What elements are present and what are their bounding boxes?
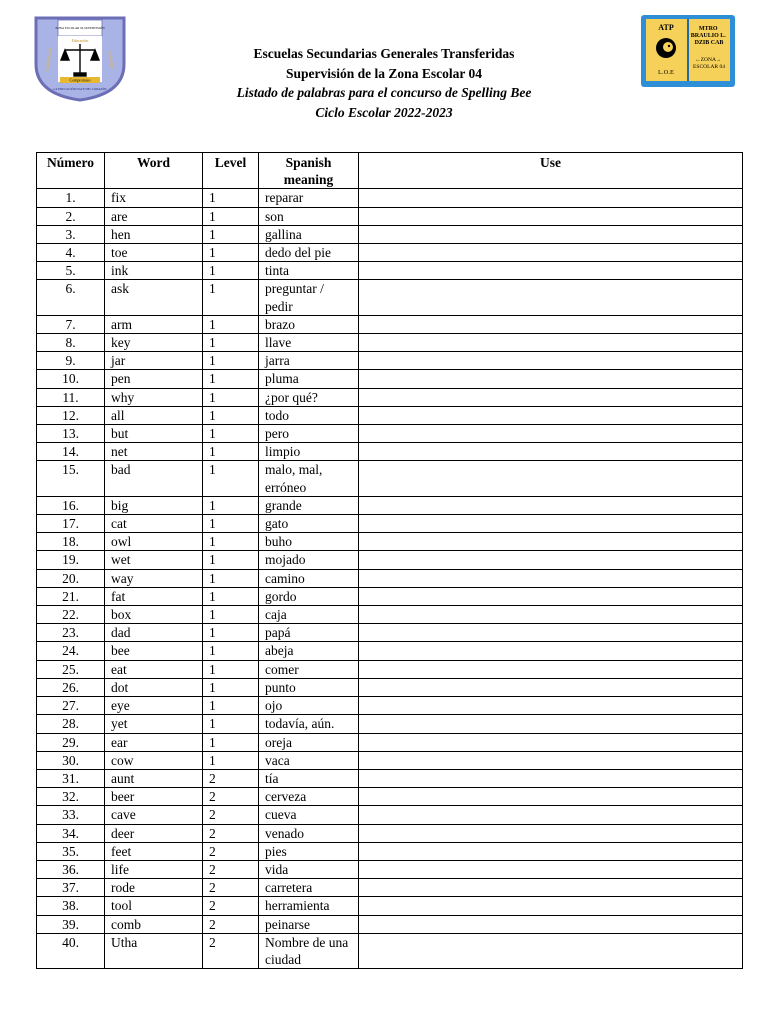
cell-spanish-meaning: venado [259, 824, 359, 842]
cell-number: 30. [37, 751, 105, 769]
cell-level: 1 [203, 244, 259, 262]
cell-level: 1 [203, 733, 259, 751]
cell-word: all [105, 406, 203, 424]
cell-use [359, 207, 743, 225]
cell-number: 35. [37, 842, 105, 860]
cell-use [359, 443, 743, 461]
table-row [37, 678, 743, 696]
cell-word: fat [105, 587, 203, 605]
table-row [37, 370, 743, 388]
cell-word: cow [105, 751, 203, 769]
header-line-1: Escuelas Secundarias Generales Transferidas [253, 46, 515, 61]
cell-use [359, 915, 743, 933]
cell-use [359, 569, 743, 587]
cell-number: 25. [37, 660, 105, 678]
cell-use [359, 388, 743, 406]
table-row [37, 933, 743, 968]
table-row [37, 551, 743, 569]
cell-number: 23. [37, 624, 105, 642]
cell-level: 1 [203, 678, 259, 696]
table-row [37, 425, 743, 443]
cell-level: 1 [203, 352, 259, 370]
cell-use [359, 860, 743, 878]
table-row [37, 587, 743, 605]
logo-center-word: Educación [71, 38, 89, 43]
cell-spanish-meaning: brazo [259, 315, 359, 333]
spelling-bee-word-table [36, 152, 743, 969]
col-header-word: Word [105, 153, 203, 189]
cell-word: net [105, 443, 203, 461]
table-row [37, 280, 743, 315]
cell-spanish-meaning: malo, mal, erróneo [259, 461, 359, 496]
table-row [37, 915, 743, 933]
cell-spanish-meaning: abeja [259, 642, 359, 660]
logo-top-text: ZONA ESCOLAR 04 SUPERVISIÓN [55, 26, 105, 30]
cell-number: 29. [37, 733, 105, 751]
cell-number: 13. [37, 425, 105, 443]
cell-use [359, 262, 743, 280]
logo-name: MTRO BRAULIO L. DZIB CAB [690, 26, 726, 46]
table-row [37, 569, 743, 587]
cell-number: 31. [37, 769, 105, 787]
cell-spanish-meaning: punto [259, 678, 359, 696]
cell-spanish-meaning: caja [259, 606, 359, 624]
table-row [37, 897, 743, 915]
cell-word: ink [105, 262, 203, 280]
cell-use [359, 406, 743, 424]
col-header-spanish-meaning: Spanish meaning [259, 153, 359, 189]
table-row [37, 879, 743, 897]
cell-word: toe [105, 244, 203, 262]
logo-zone: ←ZONA→ ESCOLAR 04 [693, 57, 725, 70]
cell-use [359, 606, 743, 624]
cell-level: 1 [203, 189, 259, 207]
table-row [37, 788, 743, 806]
cell-use [359, 678, 743, 696]
col-header-number: Número [37, 153, 105, 189]
table-row [37, 660, 743, 678]
cell-number: 8. [37, 334, 105, 352]
cell-spanish-meaning: ¿por qué? [259, 388, 359, 406]
cell-number: 16. [37, 496, 105, 514]
cell-level: 1 [203, 388, 259, 406]
cell-number: 26. [37, 678, 105, 696]
cell-level: 2 [203, 769, 259, 787]
cell-spanish-meaning: llave [259, 334, 359, 352]
table-row [37, 697, 743, 715]
cell-level: 1 [203, 225, 259, 243]
cell-level: 1 [203, 715, 259, 733]
table-row [37, 225, 743, 243]
table-row [37, 461, 743, 496]
cell-use [359, 769, 743, 787]
cell-number: 10. [37, 370, 105, 388]
cell-spanish-meaning: gordo [259, 587, 359, 605]
cell-level: 1 [203, 642, 259, 660]
cell-spanish-meaning: grande [259, 496, 359, 514]
cell-number: 5. [37, 262, 105, 280]
header-line-4: Ciclo Escolar 2022-2023 [315, 104, 453, 120]
cell-use [359, 897, 743, 915]
cell-spanish-meaning: cerveza [259, 788, 359, 806]
cell-spanish-meaning: Nombre de una ciudad [259, 933, 359, 968]
cell-use [359, 370, 743, 388]
cell-word: bad [105, 461, 203, 496]
cell-level: 2 [203, 824, 259, 842]
cell-spanish-meaning: herramienta [259, 897, 359, 915]
cell-number: 40. [37, 933, 105, 968]
header-line-3: Listado de palabras para el concurso de Spelling Bee [236, 85, 532, 100]
cell-word: aunt [105, 769, 203, 787]
cell-level: 1 [203, 697, 259, 715]
cell-number: 19. [37, 551, 105, 569]
cell-spanish-meaning: mojado [259, 551, 359, 569]
cell-level: 1 [203, 461, 259, 496]
table-row [37, 606, 743, 624]
cell-level: 1 [203, 606, 259, 624]
cell-word: cave [105, 806, 203, 824]
table-row [37, 496, 743, 514]
cell-spanish-meaning: pies [259, 842, 359, 860]
cell-use [359, 189, 743, 207]
cell-level: 1 [203, 425, 259, 443]
cell-level: 1 [203, 569, 259, 587]
cell-word: but [105, 425, 203, 443]
cell-use [359, 225, 743, 243]
cell-use [359, 879, 743, 897]
table-row [37, 769, 743, 787]
cell-use [359, 461, 743, 496]
cell-use [359, 551, 743, 569]
document-header [0, 44, 768, 122]
cell-use [359, 315, 743, 333]
cell-use [359, 660, 743, 678]
cell-spanish-meaning: limpio [259, 443, 359, 461]
cell-spanish-meaning: pluma [259, 370, 359, 388]
table-row [37, 824, 743, 842]
cell-spanish-meaning: oreja [259, 733, 359, 751]
cell-spanish-meaning: son [259, 207, 359, 225]
cell-spanish-meaning: pero [259, 425, 359, 443]
table-row [37, 189, 743, 207]
cell-number: 27. [37, 697, 105, 715]
table-row [37, 624, 743, 642]
cell-word: tool [105, 897, 203, 915]
cell-use [359, 788, 743, 806]
cell-number: 39. [37, 915, 105, 933]
cell-use [359, 715, 743, 733]
cell-word: dad [105, 624, 203, 642]
cell-number: 20. [37, 569, 105, 587]
cell-spanish-meaning: papá [259, 624, 359, 642]
cell-number: 21. [37, 587, 105, 605]
cell-spanish-meaning: dedo del pie [259, 244, 359, 262]
cell-spanish-meaning: vida [259, 860, 359, 878]
table-row [37, 715, 743, 733]
header-line-2: Supervisión de la Zona Escolar 04 [286, 65, 482, 81]
cell-word: yet [105, 715, 203, 733]
logo-atp: ATP [658, 23, 674, 32]
cell-number: 7. [37, 315, 105, 333]
cell-word: jar [105, 352, 203, 370]
table-row [37, 806, 743, 824]
table-row [37, 388, 743, 406]
table-row [37, 860, 743, 878]
cell-spanish-meaning: gallina [259, 225, 359, 243]
cell-use [359, 624, 743, 642]
table-row [37, 262, 743, 280]
cell-word: fix [105, 189, 203, 207]
cell-word: are [105, 207, 203, 225]
cell-number: 37. [37, 879, 105, 897]
cell-word: box [105, 606, 203, 624]
cell-word: wet [105, 551, 203, 569]
cell-word: beer [105, 788, 203, 806]
cell-word: bee [105, 642, 203, 660]
table-body [37, 189, 743, 969]
cell-use [359, 280, 743, 315]
cell-spanish-meaning: jarra [259, 352, 359, 370]
table-row [37, 642, 743, 660]
cell-word: rode [105, 879, 203, 897]
cell-spanish-meaning: reparar [259, 189, 359, 207]
table-row [37, 842, 743, 860]
cell-number: 17. [37, 515, 105, 533]
table-row [37, 533, 743, 551]
cell-use [359, 642, 743, 660]
cell-spanish-meaning: todavía, aún. [259, 715, 359, 733]
cell-level: 1 [203, 370, 259, 388]
cell-level: 2 [203, 842, 259, 860]
logo-right-word: Liderazgo [107, 50, 116, 70]
cell-level: 1 [203, 624, 259, 642]
table-row [37, 443, 743, 461]
cell-word: key [105, 334, 203, 352]
cell-number: 6. [37, 280, 105, 315]
cell-number: 28. [37, 715, 105, 733]
cell-use [359, 824, 743, 842]
cell-spanish-meaning: carretera [259, 879, 359, 897]
cell-spanish-meaning: camino [259, 569, 359, 587]
cell-word: cat [105, 515, 203, 533]
table-row [37, 244, 743, 262]
cell-level: 1 [203, 443, 259, 461]
cell-level: 1 [203, 207, 259, 225]
cell-word: life [105, 860, 203, 878]
cell-number: 18. [37, 533, 105, 551]
cell-word: pen [105, 370, 203, 388]
cell-spanish-meaning: peinarse [259, 915, 359, 933]
cell-word: arm [105, 315, 203, 333]
cell-number: 9. [37, 352, 105, 370]
cell-number: 36. [37, 860, 105, 878]
logo-left-word: Colaboración [43, 47, 54, 73]
col-header-level: Level [203, 153, 259, 189]
cell-use [359, 751, 743, 769]
cell-word: comb [105, 915, 203, 933]
cell-number: 24. [37, 642, 105, 660]
cell-use [359, 533, 743, 551]
cell-word: owl [105, 533, 203, 551]
cell-level: 1 [203, 751, 259, 769]
cell-number: 3. [37, 225, 105, 243]
cell-level: 2 [203, 897, 259, 915]
cell-level: 1 [203, 262, 259, 280]
table-row [37, 733, 743, 751]
cell-word: way [105, 569, 203, 587]
cell-spanish-meaning: tía [259, 769, 359, 787]
cell-level: 1 [203, 587, 259, 605]
cell-level: 2 [203, 788, 259, 806]
cell-spanish-meaning: gato [259, 515, 359, 533]
logo-bottom-word: Compromiso [69, 77, 91, 83]
cell-level: 2 [203, 933, 259, 968]
cell-word: eat [105, 660, 203, 678]
table-row [37, 406, 743, 424]
cell-word: feet [105, 842, 203, 860]
logo-footer: LA EDUCACIÓN NACE DEL CORAZÓN [53, 87, 107, 91]
table-row [37, 751, 743, 769]
cell-use [359, 244, 743, 262]
cell-level: 2 [203, 806, 259, 824]
table-row [37, 207, 743, 225]
cell-word: why [105, 388, 203, 406]
cell-use [359, 733, 743, 751]
cell-level: 2 [203, 860, 259, 878]
cell-use [359, 806, 743, 824]
cell-word: eye [105, 697, 203, 715]
table-row [37, 334, 743, 352]
cell-word: deer [105, 824, 203, 842]
cell-spanish-meaning: vaca [259, 751, 359, 769]
cell-level: 1 [203, 334, 259, 352]
cell-spanish-meaning: ojo [259, 697, 359, 715]
cell-number: 4. [37, 244, 105, 262]
cell-number: 15. [37, 461, 105, 496]
cell-number: 38. [37, 897, 105, 915]
cell-use [359, 334, 743, 352]
cell-level: 2 [203, 879, 259, 897]
cell-spanish-meaning: todo [259, 406, 359, 424]
cell-word: ear [105, 733, 203, 751]
cell-number: 33. [37, 806, 105, 824]
table-row [37, 515, 743, 533]
cell-use [359, 842, 743, 860]
cell-spanish-meaning: comer [259, 660, 359, 678]
table-row [37, 352, 743, 370]
cell-use [359, 697, 743, 715]
cell-spanish-meaning: cueva [259, 806, 359, 824]
cell-level: 2 [203, 915, 259, 933]
cell-level: 1 [203, 660, 259, 678]
cell-level: 1 [203, 315, 259, 333]
cell-level: 1 [203, 406, 259, 424]
cell-number: 2. [37, 207, 105, 225]
table-header-row [37, 153, 743, 189]
cell-use [359, 515, 743, 533]
cell-word: dot [105, 678, 203, 696]
cell-number: 1. [37, 189, 105, 207]
cell-spanish-meaning: tinta [259, 262, 359, 280]
cell-level: 1 [203, 551, 259, 569]
cell-spanish-meaning: preguntar / pedir [259, 280, 359, 315]
table-row [37, 315, 743, 333]
cell-use [359, 425, 743, 443]
cell-level: 1 [203, 280, 259, 315]
cell-level: 1 [203, 533, 259, 551]
cell-number: 14. [37, 443, 105, 461]
cell-number: 34. [37, 824, 105, 842]
col-header-use: Use [359, 153, 743, 189]
cell-word: ask [105, 280, 203, 315]
cell-word: hen [105, 225, 203, 243]
cell-spanish-meaning: buho [259, 533, 359, 551]
cell-number: 12. [37, 406, 105, 424]
cell-number: 22. [37, 606, 105, 624]
cell-use [359, 352, 743, 370]
cell-use [359, 933, 743, 968]
cell-number: 32. [37, 788, 105, 806]
cell-word: big [105, 496, 203, 514]
cell-word: Utha [105, 933, 203, 968]
cell-level: 1 [203, 496, 259, 514]
cell-use [359, 496, 743, 514]
cell-use [359, 587, 743, 605]
cell-level: 1 [203, 515, 259, 533]
logo-loe: L.O.E [658, 69, 674, 76]
cell-number: 11. [37, 388, 105, 406]
